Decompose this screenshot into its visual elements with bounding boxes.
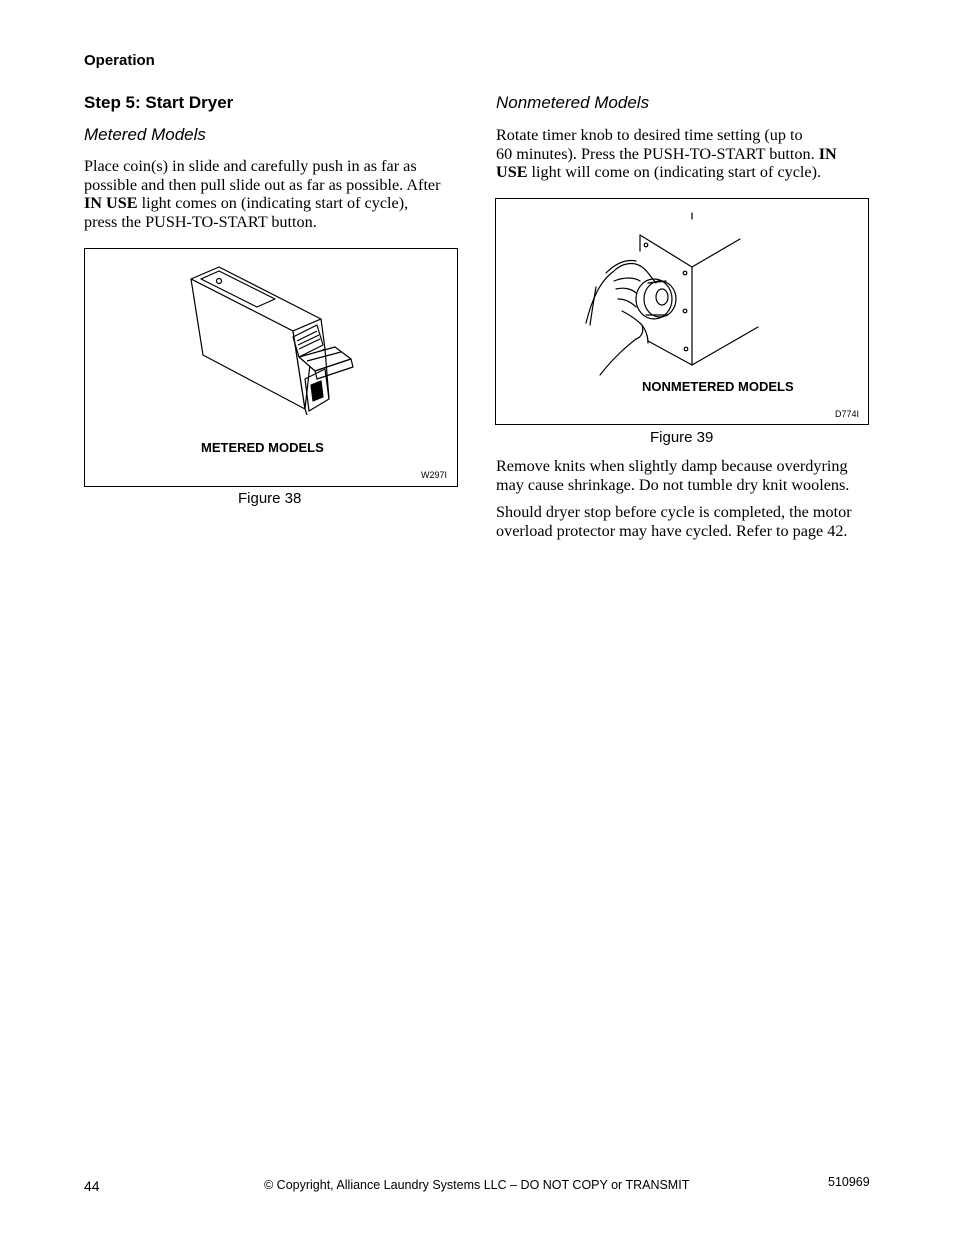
figure-38-code: W297I — [421, 470, 448, 480]
page-number: 44 — [84, 1178, 100, 1194]
paragraph-line — [496, 145, 876, 164]
paragraph-line: press the PUSH-TO-START button. — [84, 212, 317, 231]
paragraph-line: Remove knits when slightly damp because overdyring — [496, 457, 848, 475]
nonmetered-subtitle: Nonmetered Models — [496, 93, 650, 112]
nonmetered-paragraph — [496, 126, 876, 182]
metered-subtitle: Metered Models — [84, 125, 206, 144]
paragraph-line: Place coin(s) in slide and carefully push in as far as — [84, 157, 417, 175]
step-title: Step 5: Start Dryer — [84, 93, 234, 112]
paragraph-line: may cause shrinkage. Do not tumble dry knit woolens. — [496, 475, 850, 494]
figure-38-box — [84, 248, 458, 487]
figure-38-inner-caption: METERED MODELS — [201, 440, 324, 455]
figure-39-code: D774I — [835, 409, 860, 419]
paragraph-line: Should dryer stop before cycle is completed, the motor — [496, 503, 852, 521]
metered-paragraph — [84, 157, 464, 231]
paragraph-line — [84, 194, 464, 213]
knits-paragraph — [496, 457, 876, 494]
motor-paragraph — [496, 503, 876, 540]
figure-39-box — [495, 198, 869, 425]
paragraph-text: light will come on (indicating start of cycle). — [527, 163, 822, 181]
paragraph-text: 60 minutes). Press the PUSH-TO-START button. — [496, 144, 819, 163]
figure-39-label: Figure 39 — [650, 429, 714, 446]
paragraph-line: Rotate timer knob to desired time setting (up to — [496, 126, 803, 144]
section-header: Operation — [84, 52, 155, 69]
document-number: 510969 — [828, 1175, 870, 1189]
paragraph-text: light comes on (indicating start of cycle), — [137, 194, 409, 212]
paragraph-line — [496, 163, 876, 182]
use-bold: USE — [496, 163, 528, 181]
paragraph-line: possible and then pull slide out as far as possible. After — [84, 175, 441, 194]
figure-38-label: Figure 38 — [238, 490, 302, 507]
paragraph-line: overload protector may have cycled. Refer to page 42. — [496, 521, 848, 540]
in-use-bold: IN USE — [84, 194, 138, 212]
in-bold: IN — [818, 144, 837, 163]
copyright-notice: © Copyright, Alliance Laundry Systems LLC – DO NOT COPY or TRANSMIT — [264, 1178, 690, 1192]
figure-39-inner-caption: NONMETERED MODELS — [642, 379, 794, 394]
